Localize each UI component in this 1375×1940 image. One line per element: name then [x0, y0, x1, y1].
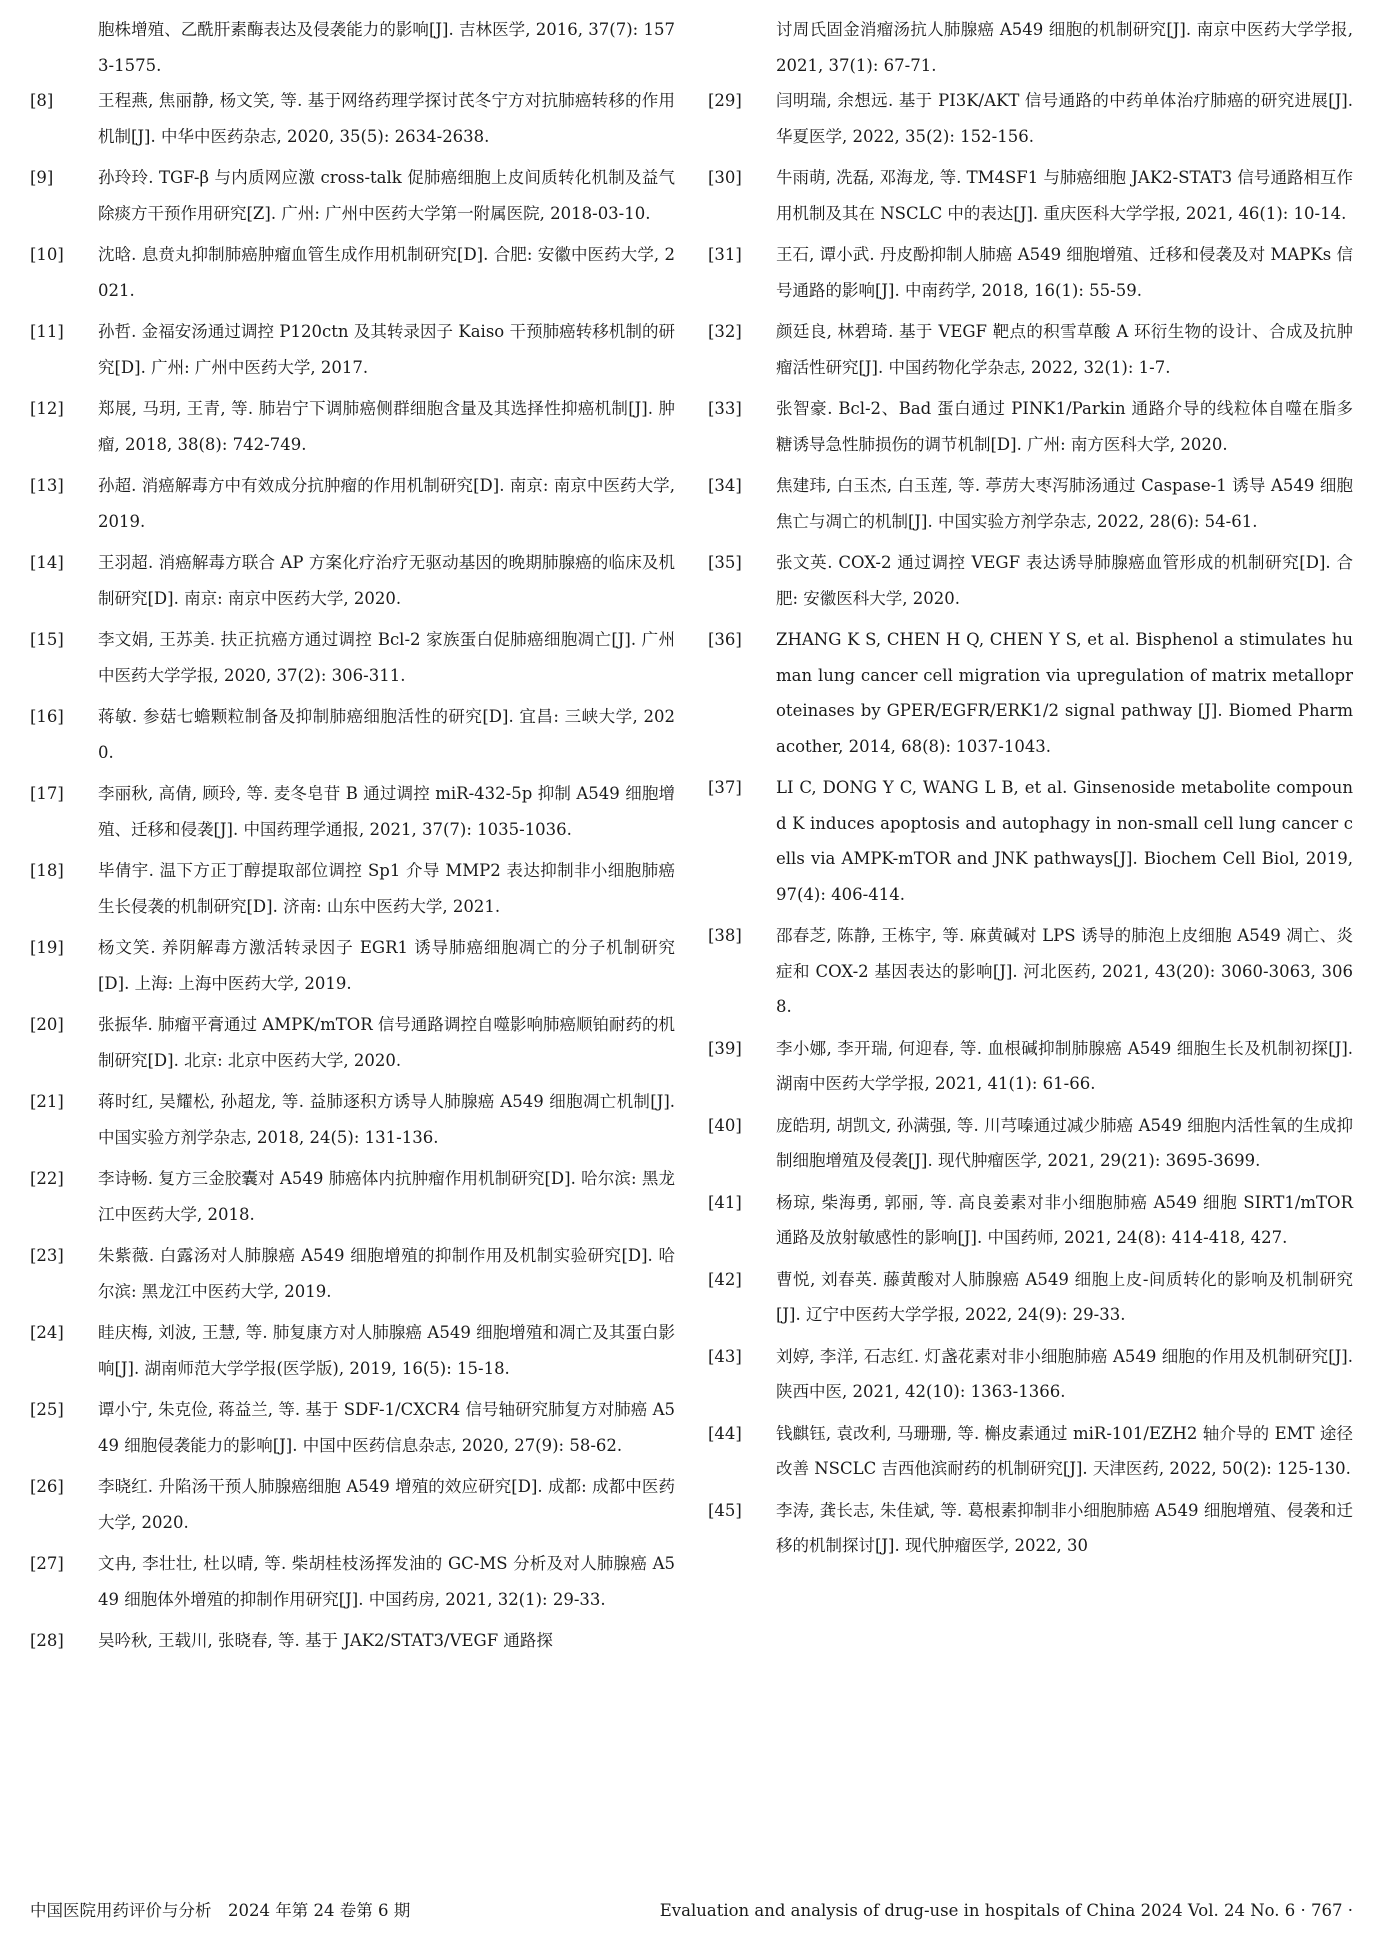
- reference-text: 张智豪. Bcl-2、Bad 蛋白通过 PINK1/Parkin 通路介导的线粒体自噬在脂多糖诱导急性肺损伤的调节机制[D]. 广州: 南方医科大学, 2020.: [776, 399, 1353, 454]
- reference-entry: [30, 237, 675, 308]
- reference-number: [24]: [30, 1323, 64, 1342]
- reference-entry: [708, 468, 1353, 539]
- reference-number: [36]: [708, 630, 742, 649]
- reference-number: [11]: [30, 322, 64, 341]
- reference-text: 眭庆梅, 刘波, 王慧, 等. 肺复康方对人肺腺癌 A549 细胞增殖和凋亡及其蛋白影响[J]. 湖南师范大学学报(医学版), 2019, 16(5): 15-18.: [98, 1323, 675, 1378]
- reference-number: [25]: [30, 1400, 64, 1419]
- reference-text: 谭小宁, 朱克俭, 蒋益兰, 等. 基于 SDF-1/CXCR4 信号轴研究肺复方对肺癌 A549 细胞侵袭能力的影响[J]. 中国中医药信息杂志, 2020, 27(9): 58-62.: [98, 1400, 675, 1455]
- reference-text: 李涛, 龚长志, 朱佳斌, 等. 葛根素抑制非小细胞肺癌 A549 细胞增殖、侵袭和迁移的机制探讨[J]. 现代肿瘤医学, 2022, 30: [776, 1500, 1353, 1555]
- reference-entry: [30, 1007, 675, 1078]
- reference-text: 张文英. COX-2 通过调控 VEGF 表达诱导肺腺癌血管形成的机制研究[D]. 合肥: 安徽医科大学, 2020.: [776, 553, 1353, 608]
- reference-text: 蒋敏. 参菇七蟾颗粒制备及抑制肺癌细胞活性的研究[D]. 宜昌: 三峡大学, 2020.: [98, 707, 675, 762]
- reference-entry: [708, 1493, 1353, 1564]
- reference-text: 朱紫薇. 白露汤对人肺腺癌 A549 细胞增殖的抑制作用及机制实验研究[D]. 哈尔滨: 黑龙江中医药大学, 2019.: [98, 1246, 675, 1301]
- reference-text: 李文娟, 王苏美. 扶正抗癌方通过调控 Bcl-2 家族蛋白促肺癌细胞凋亡[J]. 广州中医药大学学报, 2020, 37(2): 306-311.: [98, 630, 675, 685]
- reference-text: 李小娜, 李开瑞, 何迎春, 等. 血根碱抑制肺腺癌 A549 细胞生长及机制初探[J]. 湖南中医药大学学报, 2021, 41(1): 61-66.: [776, 1038, 1353, 1093]
- reference-number: [42]: [708, 1269, 742, 1289]
- reference-text: 王石, 谭小武. 丹皮酚抑制人肺癌 A549 细胞增殖、迁移和侵袭及对 MAPKs 信号通路的影响[J]. 中南药学, 2018, 16(1): 55-59.: [776, 245, 1353, 300]
- reference-text: ZHANG K S, CHEN H Q, CHEN Y S, et al. Bisphenol a stimulates human lung cancer cell migration via upregulation of matrix metalloproteinases by GPER/EGFR/ERK1/2 signal pathway [J]. Biomed Pharmacother, 2014, 68(8): 1037-1043.: [776, 630, 1353, 756]
- reference-number: [15]: [30, 630, 64, 649]
- reference-text: 文冉, 李壮壮, 杜以晴, 等. 柴胡桂枝汤挥发油的 GC-MS 分析及对人肺腺癌 A549 细胞体外增殖的抑制作用研究[J]. 中国药房, 2021, 32(1): 29-33.: [98, 1554, 675, 1609]
- reference-number: [8]: [30, 91, 54, 110]
- reference-entry: [30, 853, 675, 924]
- reference-text: 钱麒钰, 袁改利, 马珊珊, 等. 槲皮素通过 miR-101/EZH2 轴介导的 EMT 途径改善 NSCLC 吉西他滨耐药的机制研究[J]. 天津医药, 2022, 50(2): 125-130.: [776, 1423, 1353, 1478]
- reference-entry: [30, 1315, 675, 1386]
- reference-number: [14]: [30, 553, 64, 572]
- reference-entry: [30, 1469, 675, 1540]
- reference-text: 孙玲玲. TGF-β 与内质网应激 cross-talk 促肺癌细胞上皮间质转化机制及益气除痰方干预作用研究[Z]. 广州: 广州中医药大学第一附属医院, 2018-03-10.: [98, 168, 675, 223]
- reference-text: 颜廷良, 林碧琦. 基于 VEGF 靶点的积雪草酸 A 环衍生物的设计、合成及抗肿瘤活性研究[J]. 中国药物化学杂志, 2022, 32(1): 1-7.: [776, 322, 1353, 377]
- reference-entry: [708, 918, 1353, 1025]
- reference-entry: [30, 1392, 675, 1463]
- reference-entry: [30, 1623, 675, 1659]
- reference-entry: [30, 1084, 675, 1155]
- reference-text: 杨琼, 柴海勇, 郭丽, 等. 高良姜素对非小细胞肺癌 A549 细胞 SIRT1/mTOR 通路及放射敏感性的影响[J]. 中国药师, 2021, 24(8): 414-418, 427.: [776, 1192, 1353, 1247]
- reference-text: 吴吟秋, 王载川, 张晓春, 等. 基于 JAK2/STAT3/VEGF 通路探: [98, 1631, 553, 1650]
- reference-entry: [30, 1161, 675, 1232]
- reference-entry: [708, 1185, 1353, 1256]
- reference-text: 李诗畅. 复方三金胶囊对 A549 肺癌体内抗肿瘤作用机制研究[D]. 哈尔滨: 黑龙江中医药大学, 2018.: [98, 1169, 675, 1224]
- reference-number: [27]: [30, 1554, 64, 1573]
- page-footer: [30, 1899, 1353, 1923]
- reference-entry: [30, 160, 675, 231]
- continued-reference-text: 胞株增殖、乙酰肝素酶表达及侵袭能力的影响[J]. 吉林医学, 2016, 37(7): 1573-1575.: [98, 20, 675, 75]
- reference-text: 郑展, 马玥, 王青, 等. 肺岩宁下调肺癌侧群细胞含量及其选择性抑癌机制[J]. 肿瘤, 2018, 38(8): 742-749.: [98, 399, 675, 454]
- footer-journal-issue-cn: 中国医院用药评价与分析 2024 年第 24 卷第 6 期: [30, 1901, 411, 1920]
- reference-entry: [30, 314, 675, 385]
- reference-entry: [30, 391, 675, 462]
- reference-entry: [30, 1238, 675, 1309]
- reference-text: 毕倩宇. 温下方正丁醇提取部位调控 Sp1 介导 MMP2 表达抑制非小细胞肺癌生长侵袭的机制研究[D]. 济南: 山东中医药大学, 2021.: [98, 861, 675, 916]
- reference-number: [34]: [708, 476, 742, 495]
- reference-entry: [30, 1546, 675, 1617]
- reference-text: 王羽超. 消癌解毒方联合 AP 方案化疗治疗无驱动基因的晚期肺腺癌的临床及机制研究[D]. 南京: 南京中医药大学, 2020.: [98, 553, 675, 608]
- reference-entry: [708, 770, 1353, 912]
- reference-entry: [30, 776, 675, 847]
- reference-entry: [30, 83, 675, 154]
- reference-text: LI C, DONG Y C, WANG L B, et al. Ginsenoside metabolite compound K induces apoptosis and autophagy in non-small cell lung cancer cells via AMPK-mTOR and JNK pathways[J]. Biochem Cell Biol, 2019, 97(4): 406-414.: [776, 778, 1353, 904]
- reference-number: [20]: [30, 1015, 64, 1034]
- reference-entry: [708, 237, 1353, 308]
- reference-text: 李丽秋, 高倩, 顾玲, 等. 麦冬皂苷 B 通过调控 miR-432-5p 抑制 A549 细胞增殖、迁移和侵袭[J]. 中国药理学通报, 2021, 37(7): 1035-1036.: [98, 784, 675, 839]
- reference-text: 蒋时红, 吴耀松, 孙超龙, 等. 益肺逐积方诱导人肺腺癌 A549 细胞凋亡机制[J]. 中国实验方剂学杂志, 2018, 24(5): 131-136.: [98, 1092, 675, 1147]
- reference-number: [31]: [708, 245, 742, 264]
- reference-text: 孙超. 消癌解毒方中有效成分抗肿瘤的作用机制研究[D]. 南京: 南京中医药大学, 2019.: [98, 476, 675, 531]
- reference-entry: [708, 622, 1353, 764]
- reference-entry: [708, 160, 1353, 231]
- reference-number: [43]: [708, 1346, 742, 1366]
- reference-entry: [708, 391, 1353, 462]
- right-reference-column: [708, 12, 1353, 1570]
- reference-text: 曹悦, 刘春英. 藤黄酸对人肺腺癌 A549 细胞上皮-间质转化的影响及机制研究[J]. 辽宁中医药大学学报, 2022, 24(9): 29-33.: [776, 1269, 1353, 1324]
- reference-number: [38]: [708, 926, 742, 945]
- footer-journal-issue-en: Evaluation and analysis of drug-use in hospitals of China 2024 Vol. 24 No. 6 · 767 ·: [659, 1901, 1353, 1920]
- reference-number: [18]: [30, 861, 64, 880]
- reference-entry: [708, 1031, 1353, 1102]
- reference-number: [45]: [708, 1500, 742, 1520]
- reference-list-left: [30, 83, 675, 1659]
- reference-number: [22]: [30, 1169, 64, 1188]
- reference-text: 张振华. 肺瘤平膏通过 AMPK/mTOR 信号通路调控自噬影响肺癌顺铂耐药的机制研究[D]. 北京: 北京中医药大学, 2020.: [98, 1015, 675, 1070]
- reference-text: 杨文笑. 养阴解毒方激活转录因子 EGR1 诱导肺癌细胞凋亡的分子机制研究[D]. 上海: 上海中医药大学, 2019.: [98, 938, 675, 993]
- reference-number: [33]: [708, 399, 742, 418]
- reference-number: [44]: [708, 1423, 742, 1443]
- reference-entry: [30, 699, 675, 770]
- reference-text: 庞皓玥, 胡凯文, 孙满强, 等. 川芎嗪通过减少肺癌 A549 细胞内活性氧的生成抑制细胞增殖及侵袭[J]. 现代肿瘤医学, 2021, 29(21): 3695-3699.: [776, 1115, 1353, 1170]
- reference-entry: [708, 83, 1353, 154]
- reference-number: [13]: [30, 476, 64, 495]
- reference-number: [12]: [30, 399, 64, 418]
- reference-entry: [708, 1416, 1353, 1487]
- reference-number: [29]: [708, 91, 742, 110]
- reference-number: [26]: [30, 1477, 64, 1496]
- reference-text: 刘婷, 李洋, 石志红. 灯盏花素对非小细胞肺癌 A549 细胞的作用及机制研究[J]. 陕西中医, 2021, 42(10): 1363-1366.: [776, 1346, 1353, 1401]
- reference-number: [39]: [708, 1038, 742, 1058]
- reference-number: [10]: [30, 245, 64, 264]
- reference-entry: [708, 1108, 1353, 1179]
- reference-entry: [708, 1339, 1353, 1410]
- reference-entry: [708, 314, 1353, 385]
- reference-number: [21]: [30, 1092, 64, 1111]
- left-reference-column: [30, 12, 675, 1665]
- reference-text: 牛雨萌, 冼磊, 邓海龙, 等. TM4SF1 与肺癌细胞 JAK2-STAT3 信号通路相互作用机制及其在 NSCLC 中的表达[J]. 重庆医科大学学报, 2021, 46(1): 10-14.: [776, 168, 1353, 223]
- reference-number: [41]: [708, 1192, 742, 1212]
- reference-text: 焦建玮, 白玉杰, 白玉莲, 等. 葶苈大枣泻肺汤通过 Caspase-1 诱导 A549 细胞焦亡与凋亡的机制[J]. 中国实验方剂学杂志, 2022, 28(6): 54-61.: [776, 476, 1353, 531]
- reference-number: [40]: [708, 1115, 742, 1135]
- reference-text: 孙哲. 金福安汤通过调控 P120ctn 及其转录因子 Kaiso 干预肺癌转移机制的研究[D]. 广州: 广州中医药大学, 2017.: [98, 322, 675, 377]
- reference-number: [28]: [30, 1631, 64, 1650]
- reference-entry: [708, 545, 1353, 616]
- reference-number: [19]: [30, 938, 64, 957]
- reference-number: [23]: [30, 1246, 64, 1265]
- reference-entry: [30, 545, 675, 616]
- reference-number: [35]: [708, 553, 742, 572]
- reference-text: 闫明瑞, 余想远. 基于 PI3K/AKT 信号通路的中药单体治疗肺癌的研究进展[J]. 华夏医学, 2022, 35(2): 152-156.: [776, 91, 1353, 146]
- reference-number: [32]: [708, 322, 742, 341]
- continued-reference-text: 讨周氏固金消瘤汤抗人肺腺癌 A549 细胞的机制研究[J]. 南京中医药大学学报, 2021, 37(1): 67-71.: [776, 20, 1353, 75]
- reference-number: [9]: [30, 168, 54, 187]
- reference-entry: [30, 622, 675, 693]
- reference-entry: [30, 468, 675, 539]
- reference-entry: [708, 1262, 1353, 1333]
- reference-list-right: [708, 83, 1353, 1564]
- reference-text: 王程燕, 焦丽静, 杨文笑, 等. 基于网络药理学探讨芪冬宁方对抗肺癌转移的作用机制[J]. 中华中医药杂志, 2020, 35(5): 2634-2638.: [98, 91, 675, 146]
- reference-text: 邵春芝, 陈静, 王栋宇, 等. 麻黄碱对 LPS 诱导的肺泡上皮细胞 A549 凋亡、炎症和 COX-2 基因表达的影响[J]. 河北医药, 2021, 43(20): 3060-3063, 3068.: [776, 926, 1353, 1016]
- reference-number: [17]: [30, 784, 64, 803]
- reference-number: [16]: [30, 707, 64, 726]
- reference-number: [37]: [708, 778, 742, 797]
- reference-text: 李晓红. 升陷汤干预人肺腺癌细胞 A549 增殖的效应研究[D]. 成都: 成都中医药大学, 2020.: [98, 1477, 675, 1532]
- reference-text: 沈晗. 息贲丸抑制肺癌肿瘤血管生成作用机制研究[D]. 合肥: 安徽中医药大学, 2021.: [98, 245, 675, 300]
- reference-number: [30]: [708, 168, 742, 187]
- reference-entry: [30, 930, 675, 1001]
